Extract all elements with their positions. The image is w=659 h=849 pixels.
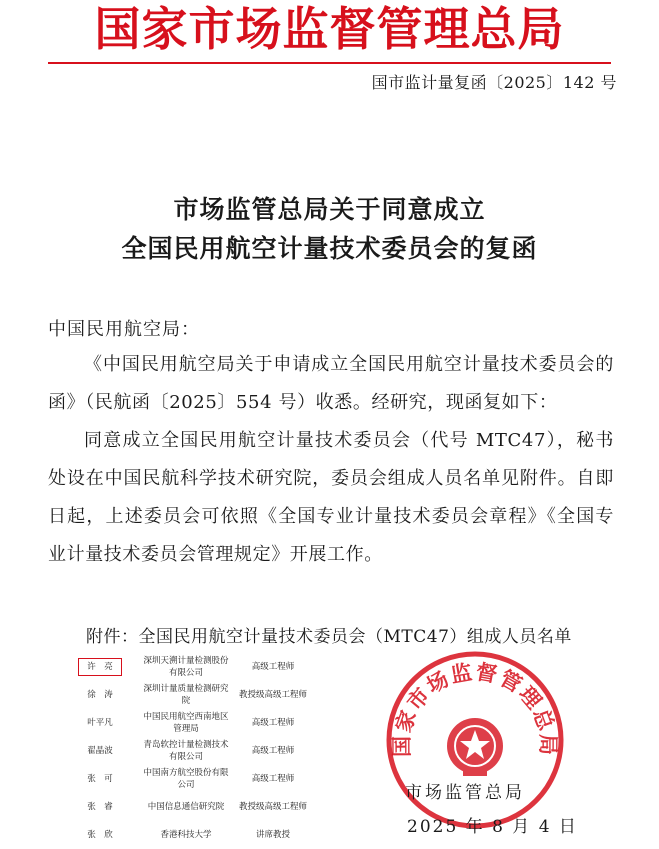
seal-text: 国家市场监督管理总局 [388,658,562,758]
member-name: 叶平凡 [87,718,113,728]
table-row [60,737,314,765]
member-org: 香港科技大学 [160,830,212,840]
member-title: 高级工程师 [251,718,295,728]
issuer-signature: 市场监管总局 [405,783,525,803]
issuing-authority-header: 国家市场监督管理总局 [94,2,565,56]
body-paragraph-2: 同意成立全国民用航空计量技术委员会（代号 MTC47），秘书处设在中国民航科学技术研究院，委员会组成人员名单见附件。自即日起，上述委员会可依照《全国专业计量技术委员会章程》《全国专业计量技术委员会管理规定》开展工作。 [48,430,614,565]
member-title: 高级工程师 [251,746,295,756]
table-row [60,709,314,737]
member-name-highlighted: 许 亮 [78,658,122,676]
member-title: 教授级高级工程师 [238,802,307,812]
table-row [60,653,314,681]
member-name: 徐 涛 [87,690,113,700]
member-org: 中国民用航空西南地区管理局 [143,712,229,734]
table-row [60,793,314,821]
official-seal-stamp [385,650,565,830]
addressee: 中国民用航空局： [48,319,200,340]
table-row [60,681,314,709]
table-row [60,765,314,793]
member-org: 中国信息通信研究院 [147,802,225,812]
member-org: 青岛软控计量检测技术有限公司 [143,740,229,762]
member-name: 张 欣 [87,830,113,840]
national-emblem-icon [447,718,503,776]
member-org: 深圳天溯计量检测股份有限公司 [143,656,229,678]
header-red-rule [48,62,611,64]
attachment-title: 附件：全国民用航空计量技术委员会（MTC47）组成人员名单 [86,627,572,647]
member-title: 教授级高级工程师 [238,690,307,700]
issue-date: 2025 年 8 月 4 日 [407,817,578,837]
member-title: 讲席教授 [255,830,290,840]
document-title-line-1: 市场监管总局关于同意成立 [173,195,486,224]
document-title-line-2: 全国民用航空计量技术委员会的复函 [121,234,538,263]
body-paragraph-1: 《中国民用航空局关于申请成立全国民用航空计量技术委员会的函》（民航函〔2025〕554 号）收悉。经研究，现函复如下： [48,354,614,413]
member-list-table [60,653,314,849]
member-org: 深圳计量质量检测研究院 [143,684,229,706]
member-name: 张 可 [87,774,113,784]
member-name: 翟晶波 [87,746,113,756]
member-title: 高级工程师 [251,662,295,672]
member-title: 高级工程师 [251,774,295,784]
document-number: 国市监计量复函〔2025〕142 号 [371,73,617,92]
member-name: 张 睿 [87,802,113,812]
member-org: 中国南方航空股份有限公司 [143,768,229,790]
